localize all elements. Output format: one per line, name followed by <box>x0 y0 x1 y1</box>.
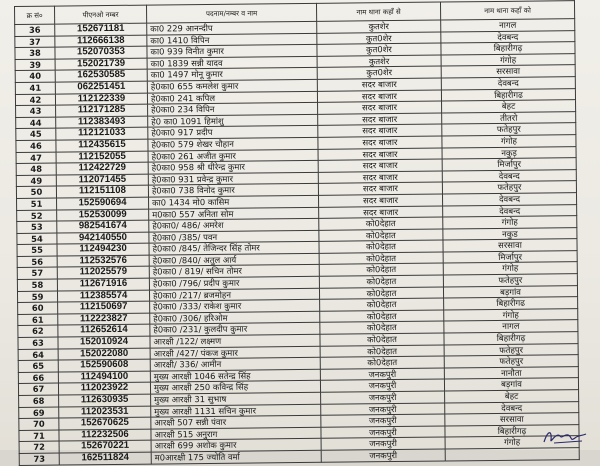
to-station-cell: फतेहपुर <box>442 181 576 194</box>
serial-cell: 68 <box>19 395 59 407</box>
to-station-cell: तीतरो <box>442 111 576 124</box>
name-cell: आरक्षी/ 336/ आमीन <box>150 358 320 371</box>
to-station-cell: मिर्जापुर <box>443 250 577 263</box>
pno-cell: 152671181 <box>55 23 147 36</box>
name-cell: हे0का0 579 शेखर चौहान <box>148 137 318 150</box>
serial-cell: 50 <box>16 186 56 198</box>
serial-cell: 52 <box>17 210 57 222</box>
from-station-cell: को0देहात <box>319 252 443 265</box>
serial-cell: 57 <box>17 268 57 280</box>
pno-cell: 112385574 <box>57 290 149 303</box>
name-cell: हे0का0 241 कपिल <box>147 91 317 104</box>
pno-cell: 112023531 <box>59 406 151 419</box>
to-station-cell: बड़गांव <box>443 285 577 298</box>
from-station-cell: कुतशेर <box>317 55 441 68</box>
name-cell: का0 1839 सन्नी यादव <box>147 56 317 69</box>
from-station-cell: कुत0शेर <box>317 32 441 45</box>
pno-cell: 152590608 <box>58 359 150 372</box>
pno-cell: 112071455 <box>56 174 148 187</box>
to-station-cell: गंगोह <box>443 262 577 275</box>
pno-cell: 112383493 <box>56 116 148 129</box>
from-station-cell: सदर बाजार <box>318 101 442 114</box>
from-station-cell: सदर बाजार <box>319 206 443 219</box>
serial-cell: 65 <box>18 360 58 372</box>
from-station-cell: सदर बाजार <box>318 159 442 172</box>
from-station-cell: सदर बाजार <box>317 90 441 103</box>
name-cell: आरक्षी 699 अशोक कुमार <box>151 439 321 452</box>
serial-cell: 39 <box>15 59 55 71</box>
serial-cell: 53 <box>17 221 57 233</box>
serial-cell: 54 <box>17 233 57 245</box>
pno-cell: 112023922 <box>58 382 150 395</box>
to-station-cell: सरसावा <box>445 413 579 426</box>
pno-cell: 982541674 <box>57 220 149 233</box>
serial-cell: 63 <box>18 337 58 349</box>
from-station-cell: कुत0शेर <box>317 66 441 79</box>
to-station-cell: फतेहपुर <box>443 274 577 287</box>
serial-cell: 49 <box>16 175 56 187</box>
pno-cell: 112494230 <box>57 243 149 256</box>
to-station-cell: देवबन्द <box>443 204 577 217</box>
to-station-cell: देवबन्द <box>442 169 576 182</box>
pno-cell: 112666138 <box>55 35 147 48</box>
serial-cell: 66 <box>18 372 58 384</box>
from-station-cell: को0देहात <box>320 333 444 346</box>
serial-cell: 64 <box>18 349 58 361</box>
serial-cell: 73 <box>19 453 59 465</box>
name-cell: हे0का0 / 819/ सचिन तोमर <box>149 265 319 278</box>
name-cell: हे0का0 917 प्रदीप <box>148 126 318 139</box>
serial-cell: 60 <box>18 302 58 314</box>
to-station-cell: बड़गांव <box>444 378 578 391</box>
serial-cell: 40 <box>15 70 55 82</box>
pno-cell: 112151108 <box>56 185 148 198</box>
pno-cell: 112121033 <box>56 127 148 140</box>
from-station-cell: सदर बाजार <box>318 171 442 184</box>
header-from-station: नाम थाना कहाँ से <box>316 2 440 21</box>
pno-cell: 942140550 <box>57 232 149 245</box>
to-station-cell: गंगोह <box>445 436 579 449</box>
name-cell: आरक्षी 515 अनुराग <box>151 427 321 440</box>
from-station-cell: को0देहात <box>319 275 443 288</box>
pno-cell: 112671916 <box>57 278 149 291</box>
to-station-cell: बिहारीगढ़ <box>441 42 575 55</box>
to-station-cell <box>445 448 579 461</box>
from-station-cell: जनकपुरी <box>321 391 445 404</box>
from-station-cell: सदर बाजार <box>318 113 442 126</box>
to-station-cell: फतेहपुर <box>444 343 578 356</box>
serial-cell: 71 <box>19 430 59 442</box>
serial-cell: 55 <box>17 244 57 256</box>
to-station-cell: बेहट <box>445 390 579 403</box>
from-station-cell: सदर बाजार <box>318 136 442 149</box>
serial-cell: 48 <box>16 163 56 175</box>
header-pno: पीएनओ नम्बर <box>55 5 147 24</box>
to-station-cell: बेहट <box>442 100 576 113</box>
serial-cell: 42 <box>15 94 55 106</box>
serial-cell: 43 <box>16 105 56 117</box>
pno-cell: 112025579 <box>57 267 149 280</box>
pno-cell: 152070353 <box>55 46 147 59</box>
pno-cell: 112652614 <box>58 325 150 338</box>
pno-cell: 112150697 <box>58 301 150 314</box>
name-cell: हे0का0 /840/ अतुल आर्य <box>149 253 319 266</box>
to-station-cell: गंगोह <box>444 308 578 321</box>
to-station-cell: देवबन्द <box>445 401 579 414</box>
from-station-cell: को0देहात <box>320 310 444 323</box>
from-station-cell: जनकपुरी <box>320 379 444 392</box>
serial-cell: 59 <box>17 291 57 303</box>
to-station-cell: देवबन्द <box>442 193 576 206</box>
name-cell: मुख्य आरक्षी 31 सुभाष <box>151 392 321 405</box>
pno-cell: 112435615 <box>56 139 148 152</box>
pno-cell: 152021739 <box>55 58 147 71</box>
pno-cell: 112171285 <box>56 104 148 117</box>
name-cell: हे0का0 /333/ राकेश कुमार <box>150 300 320 313</box>
name-cell: आरक्षी /122/ लक्ष्मण <box>150 334 320 347</box>
to-station-cell: फतेहपुर <box>444 355 578 368</box>
name-cell: का0 229 आनन्दीप <box>147 21 317 34</box>
name-cell: हे0का0/ 486/ अमरेश <box>149 218 319 231</box>
name-cell: हे0का0 /796/ प्रदीप कुमार <box>149 276 319 289</box>
serial-cell: 47 <box>16 152 56 164</box>
serial-cell: 36 <box>15 24 55 36</box>
transfer-table <box>14 0 580 465</box>
pno-cell: 112630935 <box>59 394 151 407</box>
pno-cell: 152670221 <box>59 440 151 453</box>
name-cell: का0 939 विनीत कुमार <box>147 45 317 58</box>
from-station-cell: को0देहात <box>320 345 444 358</box>
serial-cell: 45 <box>16 128 56 140</box>
to-station-cell: नकुड <box>443 227 577 240</box>
serial-cell: 69 <box>19 407 59 419</box>
pno-cell: 152590694 <box>57 197 149 210</box>
name-cell: मुख्य आरक्षी 1131 सचिन कुमार <box>151 404 321 417</box>
from-station-cell: को0देहात <box>319 240 443 253</box>
pno-cell: 162530585 <box>55 69 147 82</box>
to-station-cell: देवबन्द <box>441 77 575 90</box>
from-station-cell: जनकपुरी <box>321 449 445 462</box>
serial-cell: 72 <box>19 441 59 453</box>
name-cell: आरक्षी 507 सन्नी पंवार <box>151 415 321 428</box>
name-cell: हे0का0 958 श्री धीरेन्द्र कुमार <box>148 160 318 173</box>
name-cell: मुख्य आरक्षी 250 कविन्द्र सिंह <box>150 381 320 394</box>
pno-cell: 112422729 <box>56 162 148 175</box>
from-station-cell: को0देहात <box>319 287 443 300</box>
name-cell: हे0का0 /306/ हरिओम <box>150 311 320 324</box>
table-body <box>15 19 580 465</box>
to-station-cell: सरसावा <box>443 239 577 252</box>
serial-cell: 37 <box>15 36 55 48</box>
from-station-cell: जनकपुरी <box>320 368 444 381</box>
name-cell: का0 1497 मोनू कुमार <box>147 68 317 81</box>
from-station-cell: को0देहात <box>320 356 444 369</box>
to-station-cell: बिहारीगढ़ <box>444 332 578 345</box>
serial-cell: 44 <box>16 117 56 129</box>
from-station-cell: जनकपुरी <box>321 414 445 427</box>
serial-cell: 58 <box>17 279 57 291</box>
to-station-cell: बिहारीगढ़ <box>445 424 579 437</box>
pno-cell: 152670625 <box>59 417 151 430</box>
from-station-cell: को0देहात <box>319 229 443 242</box>
from-station-cell: सदर बाजार <box>318 124 442 137</box>
serial-cell: 51 <box>17 198 57 210</box>
to-station-cell: गंगोह <box>441 53 575 66</box>
serial-cell: 38 <box>15 47 55 59</box>
to-station-cell: बिहारीगढ <box>441 88 575 101</box>
to-station-cell: मिर्जापुर <box>442 158 576 171</box>
from-station-cell: जनकपुरी <box>321 403 445 416</box>
from-station-cell: को0देहात <box>320 298 444 311</box>
pno-cell: 112122339 <box>55 93 147 106</box>
pno-cell: 112494100 <box>58 371 150 384</box>
serial-cell: 62 <box>18 325 58 337</box>
from-station-cell: को0देहात <box>319 263 443 276</box>
name-cell: म0आरक्षी 175 ज्योति वर्मा <box>151 450 321 463</box>
from-station-cell: को0देहात <box>319 217 443 230</box>
pno-cell: 152022080 <box>58 348 150 361</box>
name-cell: हे0का0 /231/ कुलदीप कुमार <box>150 323 320 336</box>
name-cell: हे0का0 931 प्रवेन्द्र कुमार <box>148 172 318 185</box>
pno-cell: 162511824 <box>59 452 151 465</box>
from-station-cell: कुत0शेर <box>317 43 441 56</box>
from-station-cell: सदर बाजार <box>318 194 442 207</box>
name-cell: आरक्षी /427/ पंकज कुमार <box>150 346 320 359</box>
name-cell: म0का0 557 अनिता सोम <box>149 207 319 220</box>
name-cell: हे0का0 /385/ पवन <box>149 230 319 243</box>
name-cell: मुख्य आरक्षी 1046 सतेन्द्र सिंह <box>150 369 320 382</box>
to-station-cell: नागल <box>441 19 575 32</box>
from-station-cell: कुतशेर <box>317 20 441 33</box>
from-station-cell: जनकपुरी <box>321 437 445 450</box>
serial-cell: 46 <box>16 140 56 152</box>
pno-cell: 152010924 <box>58 336 150 349</box>
serial-cell: 41 <box>15 82 55 94</box>
from-station-cell: सदर बाजार <box>317 78 441 91</box>
serial-cell: 67 <box>18 383 58 395</box>
name-cell: हे0 का0 1091 हिमांशु <box>148 114 318 127</box>
name-cell: हे0का0 /845/ तेजिन्दर सिंह तोमर <box>149 242 319 255</box>
pno-cell: 112232506 <box>59 429 151 442</box>
pno-cell: 152530099 <box>57 209 149 222</box>
from-station-cell: सदर बाजार <box>318 148 442 161</box>
pno-cell: 062251451 <box>55 81 147 94</box>
from-station-cell: को0देहात <box>320 321 444 334</box>
pno-cell: 112152055 <box>56 151 148 164</box>
header-name: पदनाम/नम्बर व नाम <box>146 3 316 23</box>
name-cell: हे0का0 /217/ ब्रजमोहन <box>149 288 319 301</box>
serial-cell: 70 <box>19 418 59 430</box>
from-station-cell: सदर बाजार <box>318 182 442 195</box>
signature-mark <box>542 426 588 446</box>
name-cell: का0 1434 मो0 कासिम <box>149 195 319 208</box>
to-station-cell: नानौता <box>444 366 578 379</box>
to-station-cell: गंगोह <box>442 135 576 148</box>
pno-cell: 112532576 <box>57 255 149 268</box>
name-cell: हे0का0 261 अजीत कुमार <box>148 149 318 162</box>
name-cell: का0 1410 विपिन <box>147 33 317 46</box>
to-station-cell: देवबन्द <box>441 30 575 43</box>
header-to-station: नाम थाना कहाँ को <box>440 1 574 20</box>
name-cell: हे0का0 655 कमलेश कुमार <box>147 79 317 92</box>
name-cell: हे0का0 234 विपिन <box>148 102 318 115</box>
serial-cell: 61 <box>18 314 58 326</box>
to-station-cell: फतेहपुर <box>442 123 576 136</box>
to-station-cell: सरसावा <box>441 65 575 78</box>
from-station-cell: जनकपुरी <box>321 426 445 439</box>
pno-cell: 112223827 <box>58 313 150 326</box>
to-station-cell: नागल <box>444 320 578 333</box>
serial-cell: 56 <box>17 256 57 268</box>
to-station-cell: गंगोह <box>443 216 577 229</box>
name-cell: हे0का0 738 विनोद कुमार <box>148 184 318 197</box>
to-station-cell: नकुड़ <box>442 146 576 159</box>
to-station-cell: बिहारीगढ <box>444 297 578 310</box>
header-serial: क्र सं० <box>15 6 55 24</box>
